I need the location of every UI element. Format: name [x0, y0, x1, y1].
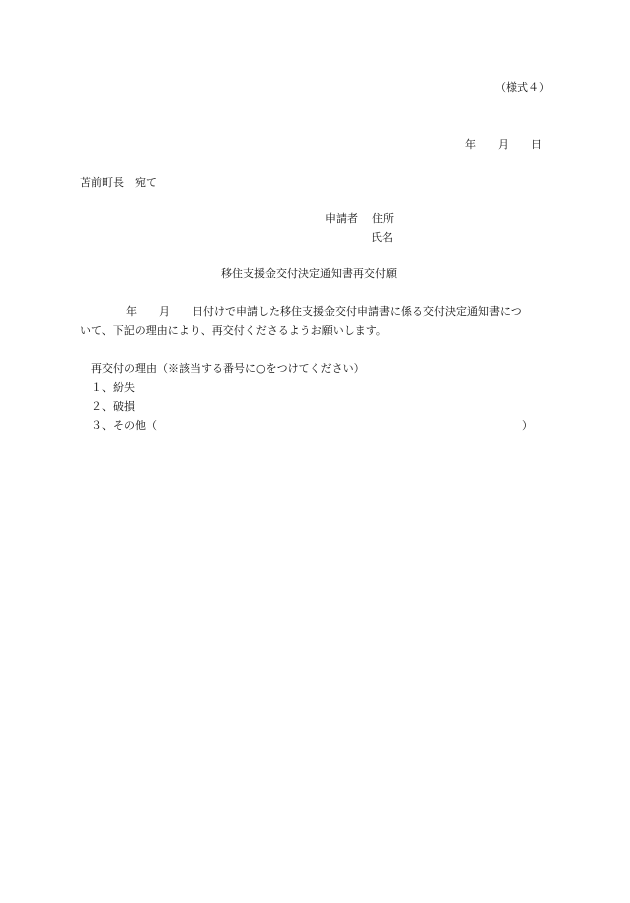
- date-day-label: 日: [531, 138, 542, 151]
- body-line-1: [126, 306, 522, 317]
- reason-item-damaged: ２、破損: [91, 400, 135, 413]
- date-line: [465, 139, 542, 150]
- body-line1-text: 日付けで申請した移住支援金交付申請書に係る交付決定通知書につ: [192, 305, 522, 318]
- body-line-2: いて、下記の理由により、再交付くださるようお願いします。: [80, 324, 387, 337]
- reason-item-other: ３、その他（: [91, 419, 157, 432]
- addressee: 苫前町長 宛て: [80, 176, 157, 189]
- date-month-label: 月: [498, 138, 509, 151]
- reason-item-other-close: ）: [522, 419, 533, 432]
- applicant-address-label: 住所: [372, 212, 394, 225]
- form-number: （様式４）: [495, 81, 550, 94]
- date-year-label: 年: [465, 138, 476, 151]
- reason-item-lost: １、紛失: [91, 381, 135, 394]
- document-title: 移住支援金交付決定通知書再交付願: [221, 267, 397, 280]
- applicant-address-row: [325, 213, 394, 224]
- body-month-label: 月: [159, 305, 170, 318]
- applicant-label: 申請者: [325, 212, 358, 225]
- applicant-name-label: 氏名: [371, 231, 393, 244]
- reason-heading: 再交付の理由（※該当する番号に○をつけてください）: [91, 362, 365, 375]
- body-year-label: 年: [126, 305, 137, 318]
